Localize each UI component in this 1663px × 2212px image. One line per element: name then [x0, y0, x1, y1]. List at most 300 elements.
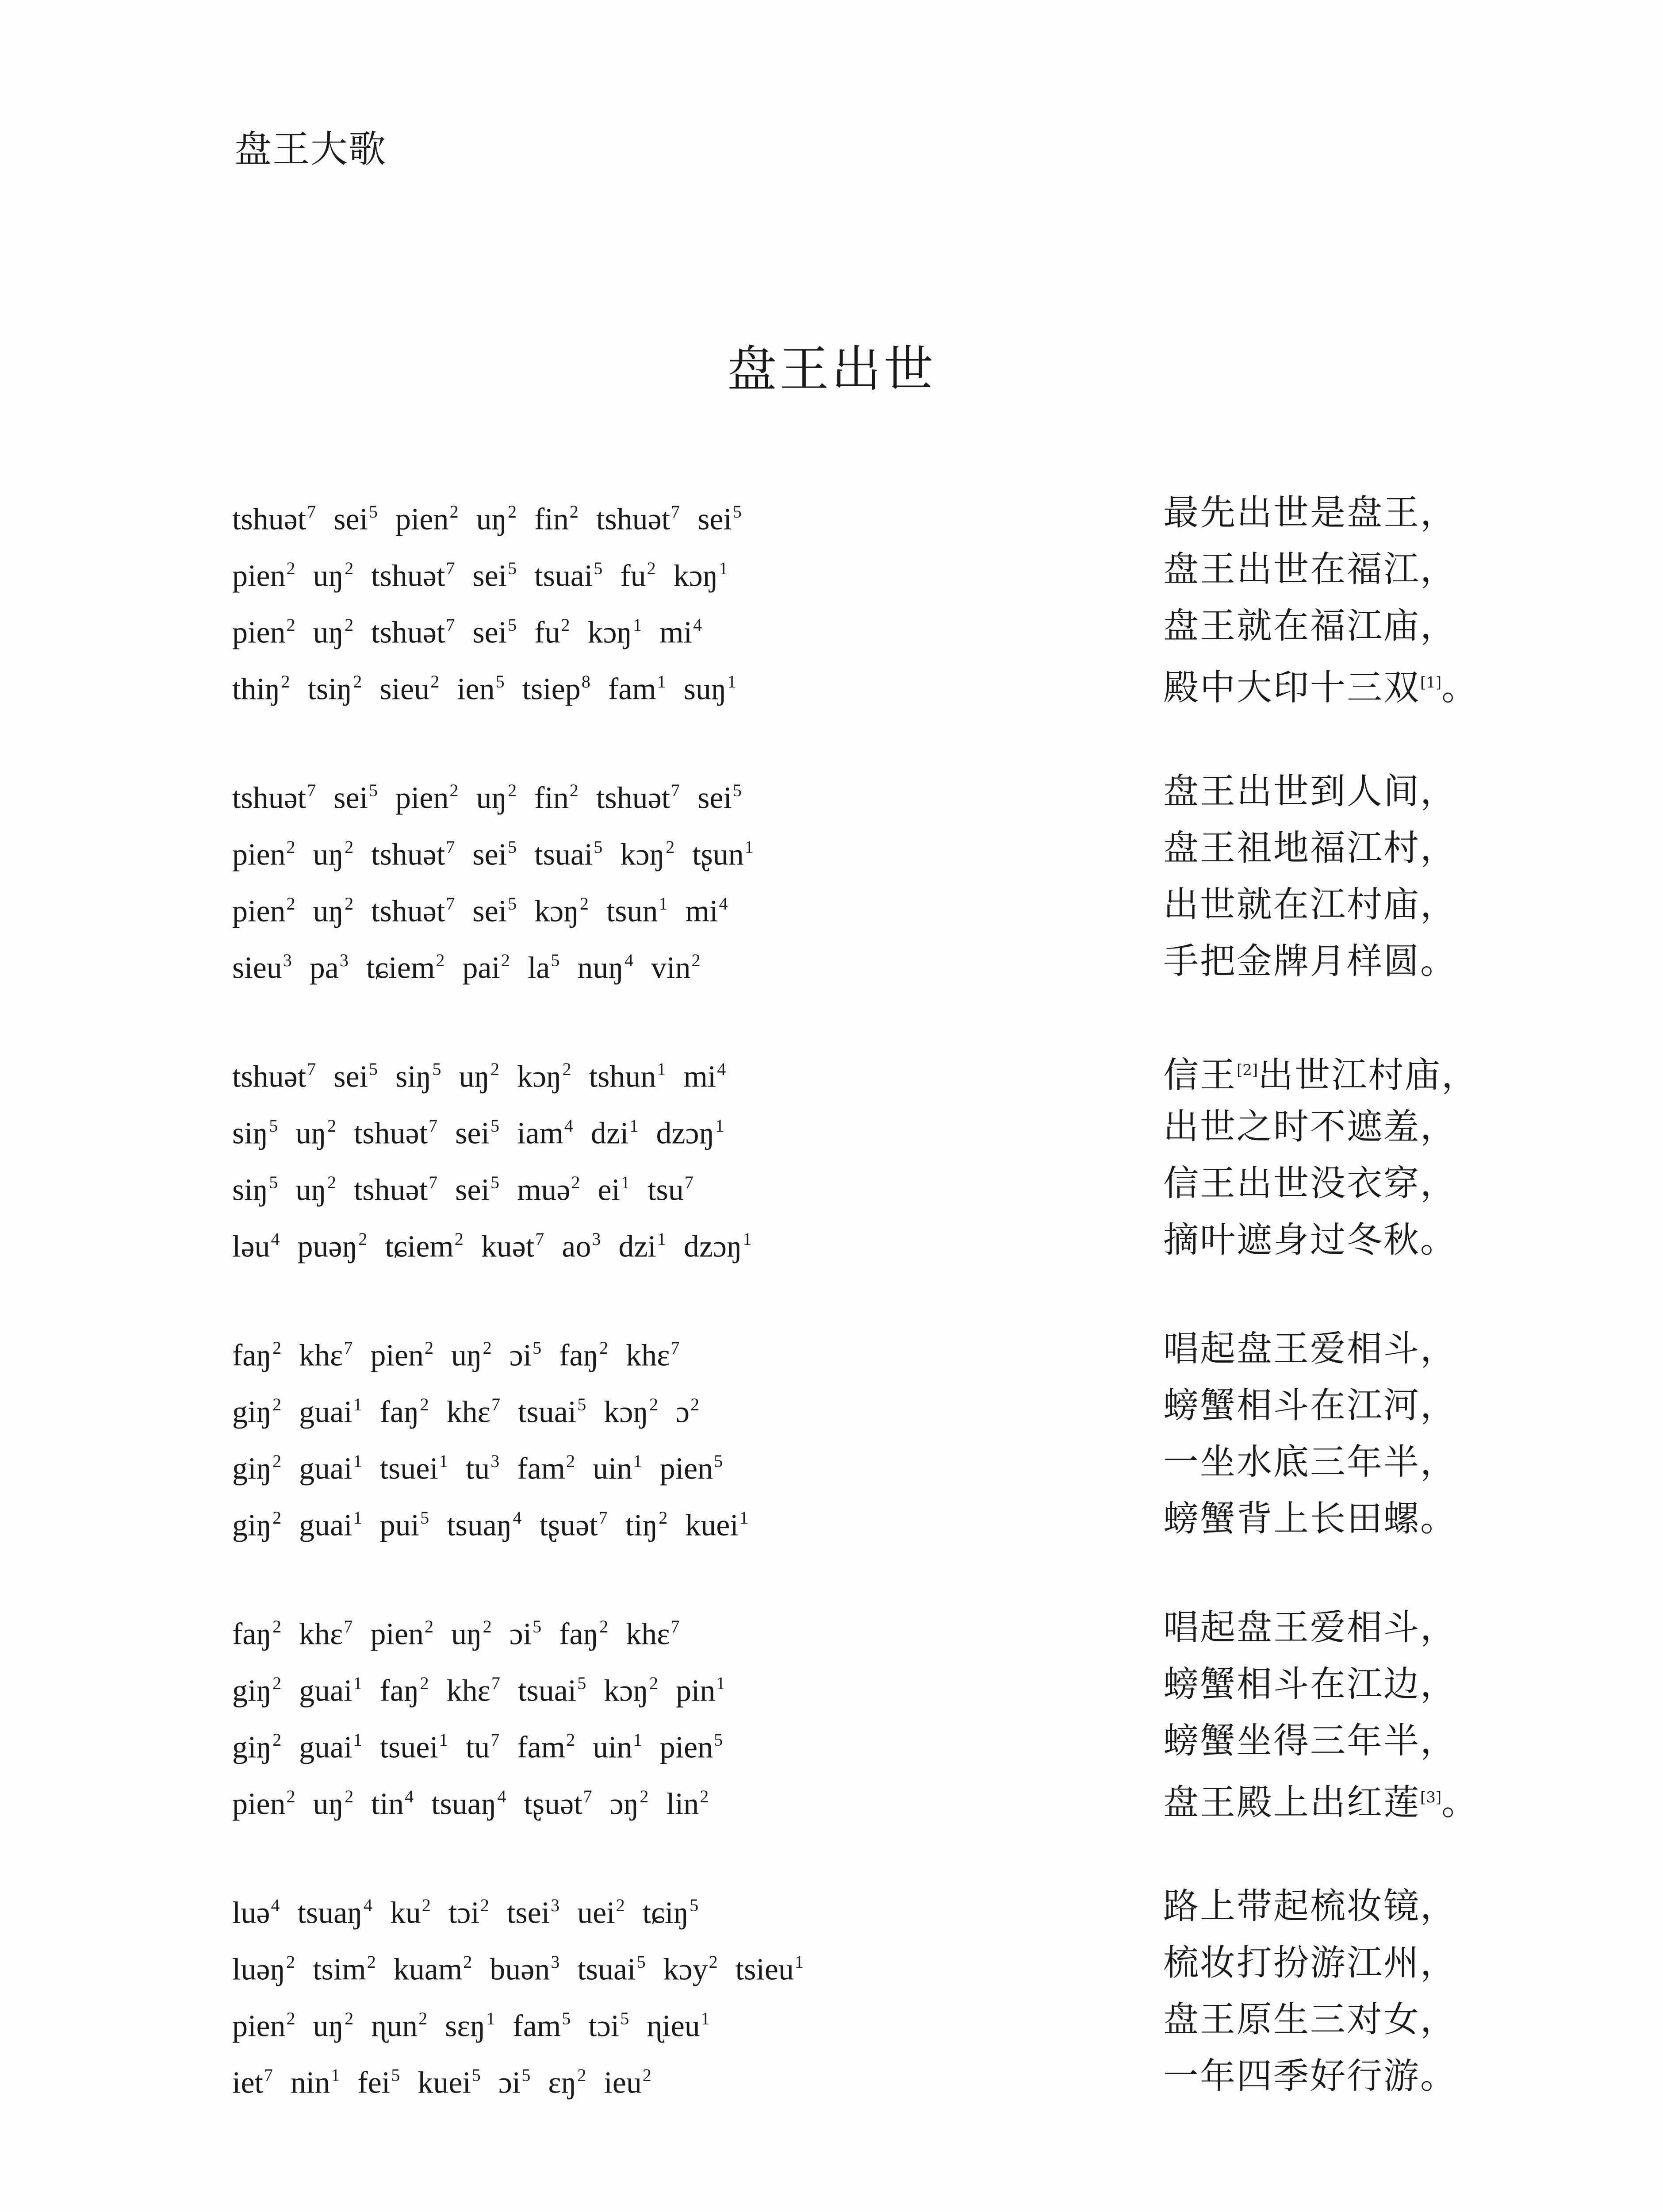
syllable-text: kuam [393, 1952, 463, 1987]
syllable-text: tsu [648, 1173, 684, 1207]
syllable [313, 820, 354, 883]
tone-number: 2 [561, 615, 570, 635]
syllable-text: tu [465, 1452, 490, 1486]
tone-number: 2 [700, 1786, 709, 1806]
syllable [656, 1098, 724, 1162]
syllable-text: guai [299, 1674, 353, 1708]
tone-number: 2 [599, 1617, 609, 1636]
chinese-translation [1163, 1599, 1457, 1656]
chinese-translation [1163, 598, 1457, 654]
tone-number: 2 [599, 1338, 609, 1358]
syllable-text: mi [659, 615, 693, 650]
translation-text: 螃蟹相斗在江边， [1163, 1663, 1457, 1705]
syllable-text: uŋ [313, 1787, 344, 1821]
syllable [232, 1769, 295, 1832]
syllable-text: giŋ [232, 1395, 272, 1429]
syllable [298, 1212, 368, 1275]
tone-number: 2 [449, 502, 459, 522]
phonetic-transcription [232, 1155, 711, 1218]
syllable-text: tɕiŋ [642, 1896, 689, 1930]
syllable [354, 1155, 437, 1218]
tone-number: 7 [535, 1229, 544, 1249]
syllable [380, 1490, 429, 1554]
tone-number: 1 [353, 1730, 362, 1750]
syllable-text: lin [666, 1787, 699, 1821]
syllable [395, 484, 459, 548]
syllable-text: ɔi [498, 2066, 521, 2100]
tone-number: 2 [353, 672, 362, 691]
chinese-translation [1163, 2048, 1457, 2104]
verse-line [0, 1490, 1663, 1547]
syllable-text: tsiep [522, 672, 581, 707]
syllable-text: kɔŋ [604, 1674, 648, 1708]
syllable-text: kɔŋ [587, 615, 632, 650]
syllable-text: tsuai [534, 559, 593, 593]
phonetic-transcription [232, 1490, 766, 1554]
syllable-text: fei [357, 2066, 391, 2100]
tone-number: 2 [579, 894, 589, 914]
stanza [0, 1042, 1663, 1268]
syllable-text: uŋ [459, 1060, 490, 1094]
syllable-text: tsim [313, 1952, 366, 1987]
syllable [606, 876, 668, 940]
syllable [663, 1935, 718, 1998]
syllable-text: tshuət [596, 502, 671, 537]
tone-number: 5 [690, 1895, 699, 1915]
syllable [683, 1042, 726, 1105]
syllable [380, 1656, 429, 1719]
verse-line [0, 1321, 1663, 1377]
syllable [510, 1321, 542, 1384]
translation-text: 盘王殿上出红莲 [1163, 1782, 1420, 1823]
syllable-text: sieu [379, 672, 430, 707]
syllable-text: sei [333, 781, 368, 815]
stanza [0, 1321, 1663, 1547]
tone-number: 4 [564, 1116, 573, 1136]
syllable-text: tshuət [232, 502, 307, 537]
syllable-text: sei [455, 1116, 490, 1151]
phonetic-transcription [232, 1878, 716, 1941]
tone-number: 2 [483, 1617, 492, 1636]
syllable-text: muə [517, 1173, 571, 1207]
syllable [232, 1321, 281, 1384]
syllable-text: tin [371, 1787, 404, 1821]
verse-line [0, 820, 1663, 876]
tone-number: 3 [592, 1229, 601, 1249]
verse-line [0, 654, 1663, 711]
syllable [232, 1490, 281, 1554]
syllable [610, 1769, 649, 1832]
tone-number: 2 [286, 615, 295, 635]
syllable-text: sei [697, 502, 732, 537]
tone-number: 7 [671, 780, 680, 800]
syllable-text: khɛ [626, 1617, 670, 1651]
tone-number: 2 [327, 1172, 336, 1192]
syllable [455, 1098, 499, 1162]
tone-number: 1 [715, 1116, 724, 1136]
syllable-text: tsuaŋ [431, 1787, 497, 1821]
tone-number: 2 [286, 837, 295, 857]
syllable [455, 1155, 499, 1218]
syllable-text: ɔŋ [609, 1787, 639, 1821]
syllable [232, 1656, 281, 1719]
tone-number: 2 [272, 1394, 282, 1414]
tone-number: 2 [501, 950, 510, 970]
syllable-text: tsuai [518, 1395, 577, 1429]
syllable-text: ɔ [675, 1395, 690, 1429]
syllable [447, 1656, 500, 1719]
tone-number: 2 [367, 1952, 376, 1972]
syllable [472, 598, 517, 661]
verse-line [0, 1098, 1663, 1155]
syllable-text: uin [593, 1452, 632, 1486]
syllable-text: uin [593, 1730, 632, 1765]
syllable-text: faŋ [559, 1338, 599, 1373]
tone-number: 1 [716, 1673, 725, 1693]
syllable [604, 1656, 658, 1719]
chinese-translation [1163, 933, 1457, 990]
syllable [548, 2048, 586, 2111]
syllable [232, 1212, 280, 1275]
syllable [736, 1935, 804, 1998]
syllable [313, 1991, 354, 2055]
tone-number: 7 [446, 894, 455, 914]
phonetic-transcription [232, 1098, 742, 1162]
translation-text: 螃蟹坐得三年半， [1163, 1720, 1457, 1761]
syllable [395, 763, 459, 826]
syllable-text: fam [517, 1730, 566, 1765]
syllable-text: ɛŋ [548, 2066, 577, 2100]
syllable-text: tsun [606, 894, 658, 929]
tone-number: 7 [307, 502, 316, 522]
syllable-text: giŋ [232, 1452, 272, 1486]
syllable-text: faŋ [379, 1395, 419, 1429]
syllable [472, 541, 517, 604]
tone-number: 4 [271, 1229, 280, 1249]
syllable [604, 2048, 651, 2111]
syllable-text: uŋ [313, 2009, 344, 2043]
syllable [379, 654, 439, 718]
syllable [232, 1713, 281, 1776]
syllable [313, 1769, 354, 1832]
syllable [431, 1769, 506, 1832]
syllable [517, 1042, 571, 1105]
syllable [534, 876, 589, 940]
syllable [232, 1042, 316, 1105]
tone-number: 2 [418, 2008, 428, 2028]
tone-number: 2 [649, 1394, 658, 1414]
tone-number: 2 [327, 1116, 336, 1136]
syllable-text: faŋ [232, 1617, 272, 1651]
tone-number: 7 [307, 1059, 316, 1079]
tone-number: 2 [569, 780, 579, 800]
tone-number: 7 [671, 1338, 680, 1358]
tone-number: 7 [491, 1394, 501, 1414]
stanza [0, 484, 1663, 711]
syllable-text: siŋ [232, 1116, 268, 1151]
phonetic-transcription [232, 1599, 697, 1663]
tone-number: 2 [345, 2008, 354, 2028]
syllable-text: nuŋ [577, 951, 624, 985]
syllable [534, 820, 602, 883]
tone-number: 5 [714, 1730, 723, 1750]
tone-number: 2 [571, 1172, 580, 1192]
tone-number: 3 [490, 1451, 500, 1471]
tone-number: 1 [439, 1451, 448, 1471]
translation-text: 盘王出世在福江， [1163, 549, 1457, 590]
syllable-text: uŋ [295, 1173, 326, 1207]
syllable [517, 1155, 580, 1218]
translation-text: 路上带起梳妆镜， [1163, 1886, 1457, 1927]
verse-line [0, 1212, 1663, 1268]
tone-number: 7 [344, 1338, 353, 1358]
tone-number: 5 [432, 1059, 441, 1079]
syllable [313, 1935, 376, 1998]
syllable [684, 654, 736, 718]
syllable-text: la [527, 951, 550, 985]
verse-line [0, 1434, 1663, 1490]
syllable [448, 1878, 489, 1941]
syllable-text: sei [472, 894, 507, 929]
tone-number: 7 [490, 1730, 500, 1750]
syllable-text: tsuai [534, 837, 593, 872]
tone-number: 2 [647, 558, 656, 578]
tone-number: 2 [659, 1508, 668, 1528]
syllable [666, 1769, 709, 1832]
chinese-translation [1163, 820, 1457, 876]
syllable-text: khɛ [446, 1674, 491, 1708]
syllable-text: pien [395, 502, 449, 537]
syllable-text: uŋ [313, 615, 344, 650]
syllable [299, 1713, 362, 1776]
syllable [534, 484, 579, 548]
syllable-text: fin [534, 502, 569, 537]
stanza [0, 1878, 1663, 2104]
syllable [232, 763, 316, 826]
syllable [395, 1042, 441, 1105]
syllable-text: uŋ [295, 1116, 326, 1151]
syllable [476, 484, 517, 548]
syllable [517, 1098, 573, 1162]
syllable [232, 1098, 278, 1162]
syllable [370, 1321, 433, 1384]
tone-number: 5 [508, 558, 517, 578]
verse-line [0, 1991, 1663, 2048]
syllable [685, 1490, 748, 1554]
syllable-text: tsuei [379, 1452, 438, 1486]
syllable [593, 1713, 642, 1776]
syllable-text: sieu [232, 951, 282, 985]
chinese-translation [1163, 763, 1457, 820]
syllable-text: tshuət [353, 1116, 428, 1151]
syllable-text: fam [517, 1452, 566, 1486]
syllable [507, 1878, 559, 1941]
chinese-translation [1163, 1878, 1457, 1935]
syllable [524, 1769, 592, 1832]
tone-number: 1 [744, 837, 754, 857]
syllable-text: giŋ [232, 1508, 272, 1543]
syllable-text: tshuət [596, 781, 671, 815]
tone-number: 1 [727, 672, 736, 691]
tone-number: 1 [657, 672, 666, 691]
syllable-text: uei [577, 1896, 615, 1930]
footnote-marker: [3] [1420, 1789, 1442, 1806]
tone-number: 2 [272, 1673, 282, 1693]
syllable-text: fam [513, 2009, 561, 2043]
syllable [466, 1713, 499, 1776]
tone-number: 5 [551, 950, 560, 970]
syllable-text: khɛ [299, 1617, 343, 1651]
tone-number: 5 [732, 502, 742, 522]
syllable [510, 1599, 542, 1663]
tone-number: 5 [420, 1508, 429, 1528]
chinese-translation [1163, 1212, 1457, 1268]
syllable [591, 1098, 639, 1162]
tone-number: 2 [421, 1895, 431, 1915]
tone-number: 2 [345, 558, 354, 578]
syllable-text: kuei [418, 2066, 471, 2100]
syllable [380, 1377, 429, 1440]
tone-number: 2 [454, 1229, 464, 1249]
tone-number: 2 [577, 2065, 586, 2085]
syllable-text: sei [697, 781, 732, 815]
syllable-text: tsuaŋ [297, 1896, 363, 1930]
syllable [481, 1212, 544, 1275]
tone-number: 8 [581, 672, 590, 691]
chinese-translation [1163, 484, 1457, 541]
chinese-translation [1163, 1991, 1457, 2048]
translation-text: 螃蟹相斗在江河， [1163, 1385, 1457, 1426]
tone-number: 3 [551, 1952, 560, 1972]
syllable-text: pien [659, 1452, 713, 1486]
syllable-text: uŋ [476, 502, 507, 537]
syllable [380, 1434, 448, 1497]
syllable-text: mi [685, 894, 718, 929]
syllable [445, 1991, 495, 2055]
tone-number: 1 [633, 1730, 642, 1750]
tone-number: 7 [264, 2065, 273, 2085]
tone-number: 1 [353, 1673, 362, 1693]
tone-number: 1 [701, 2008, 710, 2028]
syllable [643, 1878, 699, 1941]
tone-number: 1 [486, 2008, 495, 2028]
syllable-text: tshuət [371, 559, 445, 593]
syllable-text: tshun [589, 1060, 656, 1094]
syllable-text: sei [472, 559, 507, 593]
tone-number: 7 [671, 1617, 680, 1636]
syllable-text: kɔŋ [620, 837, 665, 872]
syllable [313, 598, 354, 661]
tone-number: 2 [345, 894, 354, 914]
translation-text: 一年四季好行游。 [1163, 2055, 1457, 2097]
syllable-text: vin [651, 951, 691, 985]
syllable-text: ɔi [509, 1617, 532, 1651]
tone-number: 2 [490, 1059, 499, 1079]
syllable [517, 1434, 575, 1497]
tone-number: 5 [368, 502, 378, 522]
tone-number: 7 [429, 1172, 438, 1192]
syllable-text: kɔŋ [534, 894, 579, 929]
tone-number: 2 [642, 2065, 651, 2085]
syllable-text: pui [379, 1508, 420, 1543]
tone-number: 2 [436, 950, 445, 970]
syllable-text: kuət [481, 1229, 535, 1264]
tone-number: 5 [368, 780, 378, 800]
tone-number: 2 [420, 1394, 429, 1414]
syllable [380, 1713, 448, 1776]
verse-line [0, 1656, 1663, 1713]
syllable [371, 876, 455, 940]
syllable [598, 1155, 630, 1218]
translation-text: 出世江村庙， [1258, 1054, 1479, 1096]
syllable-text: fam [608, 672, 656, 707]
poem-title: 盘王出世 [727, 341, 936, 398]
phonetic-transcription [232, 1713, 740, 1776]
tone-number: 2 [272, 1617, 282, 1636]
tone-number: 2 [691, 950, 701, 970]
syllable [333, 763, 378, 826]
syllable-text: pien [395, 781, 449, 815]
tone-number: 2 [286, 1786, 295, 1806]
translation-text: 殿中大印十三双 [1163, 667, 1420, 708]
phonetic-transcription [232, 598, 720, 661]
syllable [472, 820, 517, 883]
chinese-translation [1163, 1713, 1457, 1769]
tone-number: 2 [508, 780, 517, 800]
syllable-text: pien [232, 559, 286, 593]
syllable-text: uŋ [313, 894, 344, 929]
tone-number: 4 [513, 1508, 522, 1528]
tone-number: 7 [344, 1617, 353, 1636]
chinese-translation [1163, 1155, 1457, 1212]
tone-number: 4 [693, 615, 702, 635]
tone-number: 5 [732, 780, 742, 800]
syllable [299, 1490, 362, 1554]
syllable-text: pien [370, 1617, 424, 1651]
tone-number: 5 [490, 1172, 499, 1192]
syllable-text: uŋ [476, 781, 507, 815]
tone-number: 4 [363, 1895, 372, 1915]
tone-number: 5 [508, 615, 517, 635]
tone-number: 3 [339, 950, 349, 970]
tone-number: 1 [353, 1394, 362, 1414]
syllable [232, 654, 290, 718]
translation-text: 信王 [1163, 1054, 1237, 1096]
syllable [295, 1155, 336, 1218]
syllable [476, 763, 517, 826]
syllable-text: ien [457, 672, 495, 707]
tone-number: 7 [598, 1508, 608, 1528]
phonetic-transcription [232, 541, 745, 604]
syllable-text: puəŋ [297, 1229, 358, 1264]
syllable-text: suŋ [683, 672, 727, 707]
tone-number: 7 [446, 615, 455, 635]
stanza [0, 763, 1663, 990]
tone-number: 5 [533, 1617, 542, 1636]
syllable [462, 933, 510, 996]
tone-number: 4 [271, 1895, 280, 1915]
syllable [299, 1656, 362, 1719]
syllable [534, 541, 602, 604]
tone-number: 3 [283, 950, 292, 970]
verse-line [0, 1042, 1663, 1098]
syllable [232, 1991, 295, 2055]
syllable [299, 1599, 353, 1663]
syllable [371, 541, 455, 604]
syllable-text: tɕiem [366, 951, 435, 985]
tone-number: 1 [719, 558, 728, 578]
phonetic-transcription [232, 1769, 726, 1832]
